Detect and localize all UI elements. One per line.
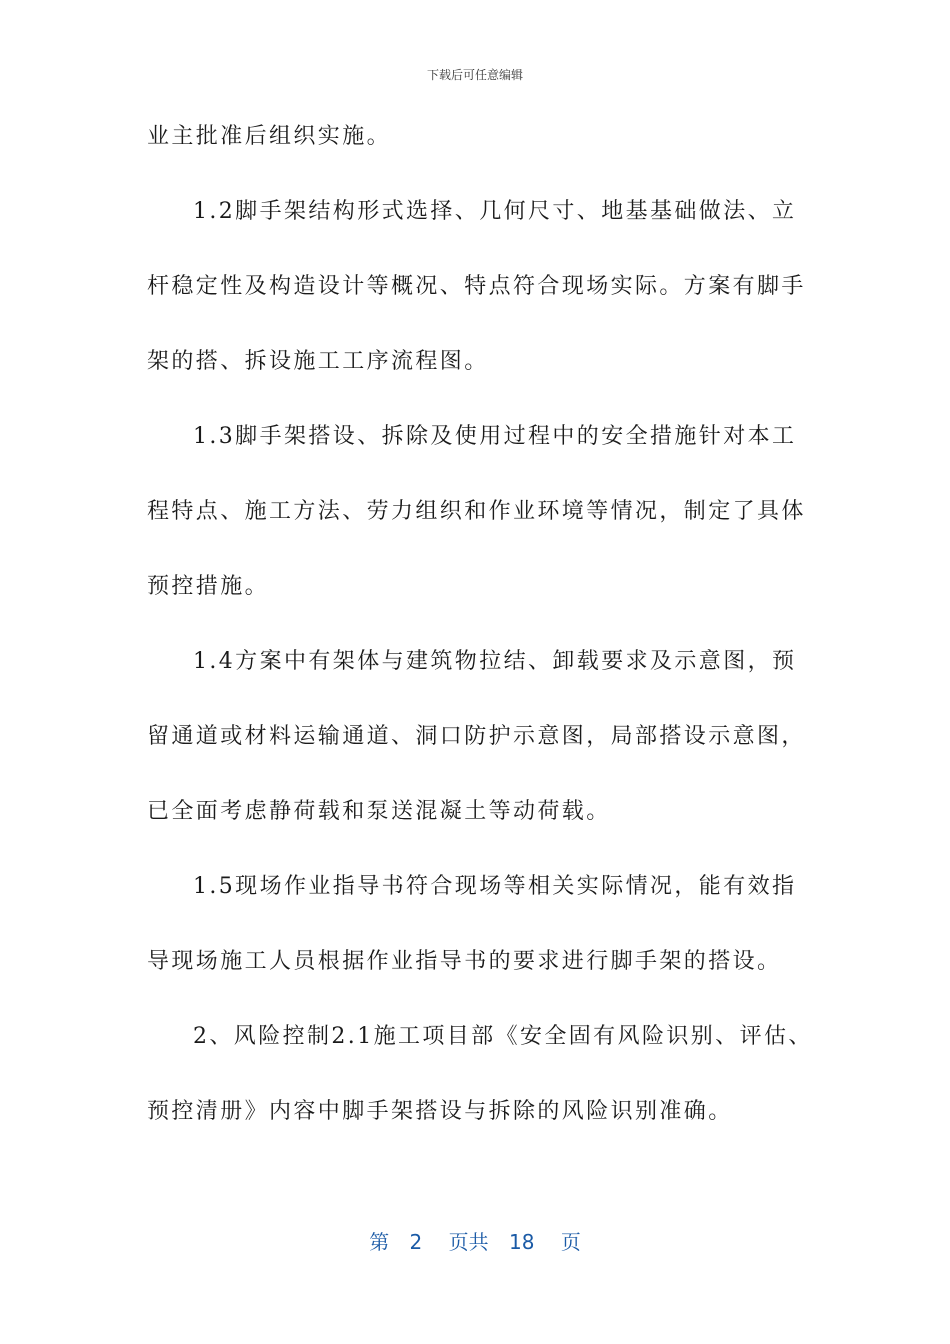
page-label-mid: 页共 [448,1230,489,1254]
text-line: 程特点、施工方法、劳力组织和作业环境等情况，制定了具体 [147,499,806,524]
text-line: 1.4方案中有架体与建筑物拉结、卸载要求及示意图，预 [193,649,797,674]
text-line: 预控措施。 [147,574,270,599]
text-line: 1.5现场作业指导书符合现场等相关实际情况，能有效指 [193,874,797,899]
text-line: 留通道或材料运输通道、洞口防护示意图，局部搭设示意图， [147,724,806,749]
text-line: 业主批准后组织实施。 [147,124,392,149]
page-label-prefix: 第 [369,1230,390,1254]
text-line: 已全面考虑静荷载和泵送混凝土等动荷载。 [147,799,611,824]
text-line: 架的搭、拆设施工工序流程图。 [147,349,489,374]
text-line: 预控清册》内容中脚手架搭设与拆除的风险识别准确。 [147,1099,733,1124]
page-footer [0,1226,950,1255]
page-label-suffix: 页 [560,1230,581,1254]
page-header: 下载后可任意编辑 [426,68,523,82]
text-line: 1.3脚手架搭设、拆除及使用过程中的安全措施针对本工 [193,424,797,449]
text-line: 导现场施工人员根据作业指导书的要求进行脚手架的搭设。 [147,949,782,974]
text-line: 1.2脚手架结构形式选择、几何尺寸、地基基础做法、立 [193,199,797,224]
page-total-number: 18 [509,1230,535,1254]
text-line: 杆稳定性及构造设计等概况、特点符合现场实际。方案有脚手 [147,274,806,299]
page-current-number: 2 [409,1230,423,1254]
text-line: 2、风险控制2.1施工项目部《安全固有风险识别、评估、 [193,1024,813,1049]
